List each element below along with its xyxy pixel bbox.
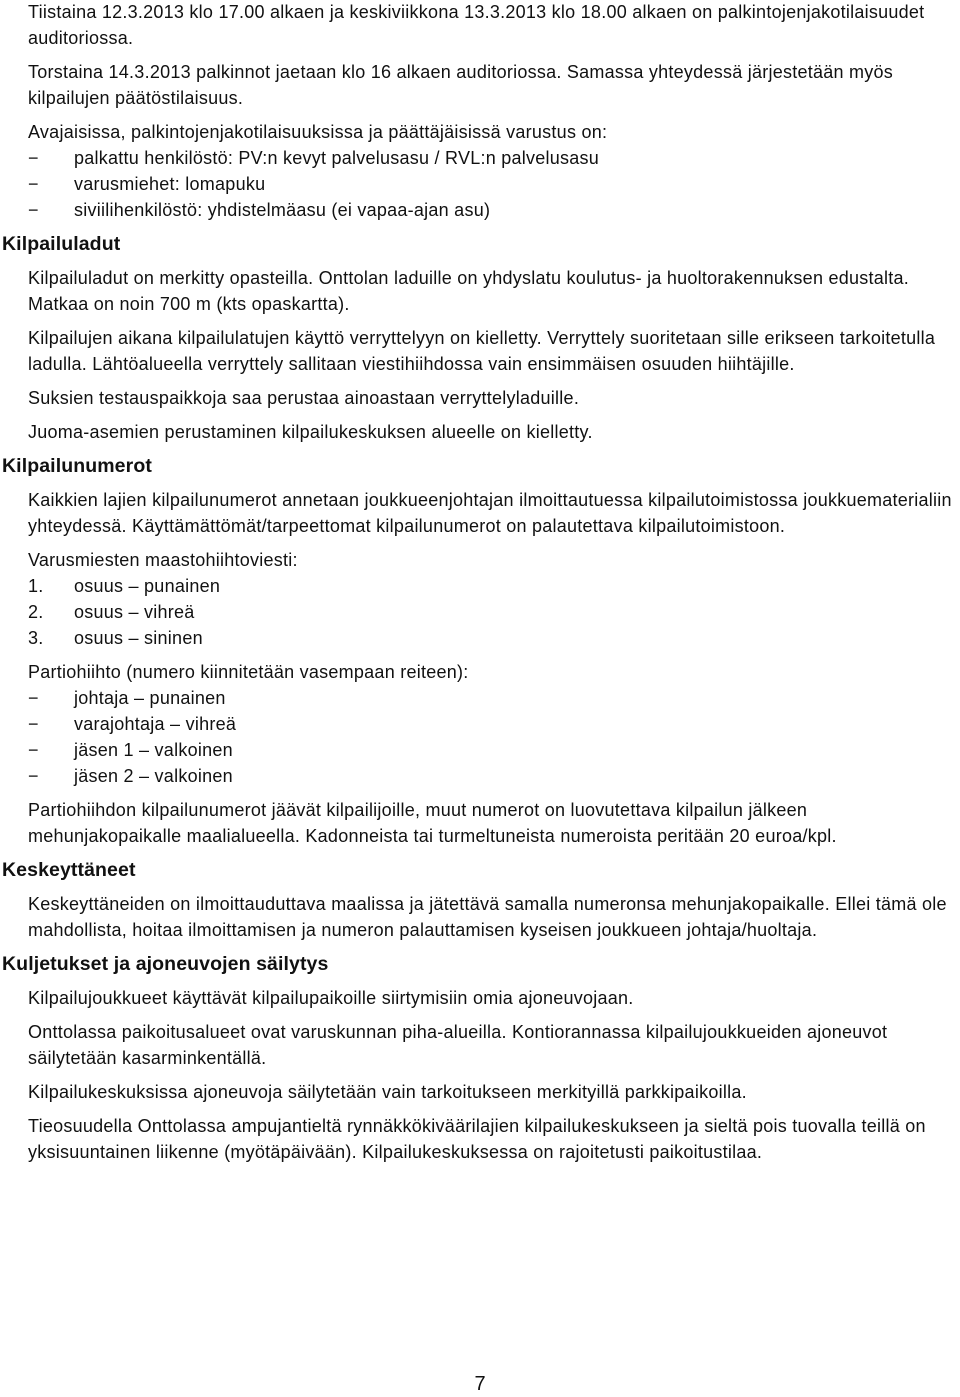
section-heading-tracks: Kilpailuladut (2, 233, 121, 255)
transport-paragraph-3: Kilpailukeskuksissa ajoneuvoja säilytetään vain tarkoitukseen merkityillä parkkipaikoilla. (28, 1082, 747, 1102)
list-marker: − (28, 766, 39, 786)
list-marker: 3. (28, 628, 44, 648)
numbers-paragraph-1: Kaikkien lajien kilpailunumerot annetaan joukkueenjohtajan ilmoittautuessa kilpailutoimistossa joukkuematerialiin yhteydessä. Käyttämättömät/tarpeettomat kilpailunumerot on palautettava kilpailutoimistoon. (28, 490, 952, 536)
list-marker: − (28, 148, 39, 168)
intro-paragraph-2: Torstaina 14.3.2013 palkinnot jaetaan klo 16 alkaen auditoriossa. Samassa yhteydessä järjestetään myös kilpailujen päätöstilaisuus. (28, 62, 894, 108)
list-item-text: jäsen 1 – valkoinen (74, 740, 233, 760)
list-item (28, 685, 960, 711)
transport-paragraph-4: Tieosuudella Onttolassa ampujantieltä rynnäkkökiväärilajien kilpailukeskukseen ja sieltä pois tuovalla teillä on yksisuuntainen liikenne (myötäpäivään). Kilpailukeskuksessa on rajoitetusti paikoitustilaa. (28, 1116, 926, 1162)
page-number: 7 (474, 1373, 486, 1395)
list-marker: − (28, 200, 39, 220)
list-item (28, 763, 960, 789)
list-item-text: varajohtaja – vihreä (74, 714, 237, 734)
list-item-text: johtaja – punainen (74, 688, 226, 708)
relay-colors-list (0, 573, 960, 651)
list-item-text: palkattu henkilöstö: PV:n kevyt palvelusasu / RVL:n palvelusasu (74, 148, 600, 168)
list-item-text: osuus – punainen (74, 576, 221, 596)
list-item (28, 197, 960, 223)
tracks-paragraph-4: Juoma-asemien perustaminen kilpailukeskuksen alueelle on kielletty. (28, 422, 593, 442)
list-item (28, 145, 960, 171)
list-marker: − (28, 740, 39, 760)
transport-paragraph-1: Kilpailujoukkueet käyttävät kilpailupaikoille siirtymisiin omia ajoneuvojaan. (28, 988, 634, 1008)
list-item-text: osuus – sininen (74, 628, 203, 648)
tracks-paragraph-2: Kilpailujen aikana kilpailulatujen käyttö verryttelyyn on kielletty. Verryttely suoritetaan sille erikseen tarkoitetulla ladulla. Lähtöalueella verryttely sallitaan viestihiihdossa vain ensimmäisen osuuden hiihtäjille. (28, 328, 936, 374)
section-heading-numbers: Kilpailunumerot (2, 455, 152, 477)
intro-paragraph-3: Avajaisissa, palkintojenjakotilaisuuksissa ja päättäjäisissä varustus on: (28, 122, 608, 142)
patrol-colors-list (0, 685, 960, 789)
transport-paragraph-2: Onttolassa paikoitusalueet ovat varuskunnan piha-alueilla. Kontiorannassa kilpailujoukkueiden ajoneuvot säilytetään kasarminkentällä. (28, 1022, 888, 1068)
list-marker: 1. (28, 576, 44, 596)
list-item (28, 737, 960, 763)
tracks-paragraph-1: Kilpailuladut on merkitty opasteilla. Onttolan laduille on yhdyslatu koulutus- ja huoltorakennuksen edustalta. Matkaa on noin 700 m (kts opaskartta). (28, 268, 910, 314)
intro-paragraph-1: Tiistaina 12.3.2013 klo 17.00 alkaen ja keskiviikkona 13.3.2013 klo 18.00 alkaen on palkintojenjakotilaisuudet auditoriossa. (28, 2, 925, 48)
list-item (28, 625, 960, 651)
list-item-text: jäsen 2 – valkoinen (74, 766, 233, 786)
dress-code-list (0, 145, 960, 223)
list-item-text: varusmiehet: lomapuku (74, 174, 266, 194)
dnf-paragraph-1: Keskeyttäneiden on ilmoittauduttava maalissa ja jätettävä samalla numeronsa mehunjakopaikalle. Ellei tämä ole mahdollista, hoitaa ilmoittamisen ja numeron palauttamisen kyseisen joukkueen johtaja/huoltaja. (28, 894, 947, 940)
list-item (28, 573, 960, 599)
numbers-paragraph-2: Partiohiihdon kilpailunumerot jäävät kilpailijoille, muut numerot on luovutettava kilpailun jälkeen mehunjakopaikalle maalialueella. Kadonneista tai turmeltuneista numeroista peritään 20 euroa/kpl. (28, 800, 837, 846)
relay-title: Varusmiesten maastohiihtoviesti: (28, 550, 298, 570)
list-item-text: osuus – vihreä (74, 602, 195, 622)
list-item (28, 711, 960, 737)
patrol-title: Partiohiihto (numero kiinnitetään vasempaan reiteen): (28, 662, 469, 682)
list-item (28, 599, 960, 625)
list-item-text: siviilihenkilöstö: yhdistelmäasu (ei vapaa-ajan asu) (74, 200, 491, 220)
tracks-paragraph-3: Suksien testauspaikkoja saa perustaa ainoastaan verryttelyladuille. (28, 388, 580, 408)
list-marker: − (28, 714, 39, 734)
list-marker: 2. (28, 602, 44, 622)
section-heading-transport: Kuljetukset ja ajoneuvojen säilytys (2, 953, 329, 975)
section-heading-dnf: Keskeyttäneet (2, 859, 136, 881)
list-item (28, 171, 960, 197)
list-marker: − (28, 688, 39, 708)
list-marker: − (28, 174, 39, 194)
